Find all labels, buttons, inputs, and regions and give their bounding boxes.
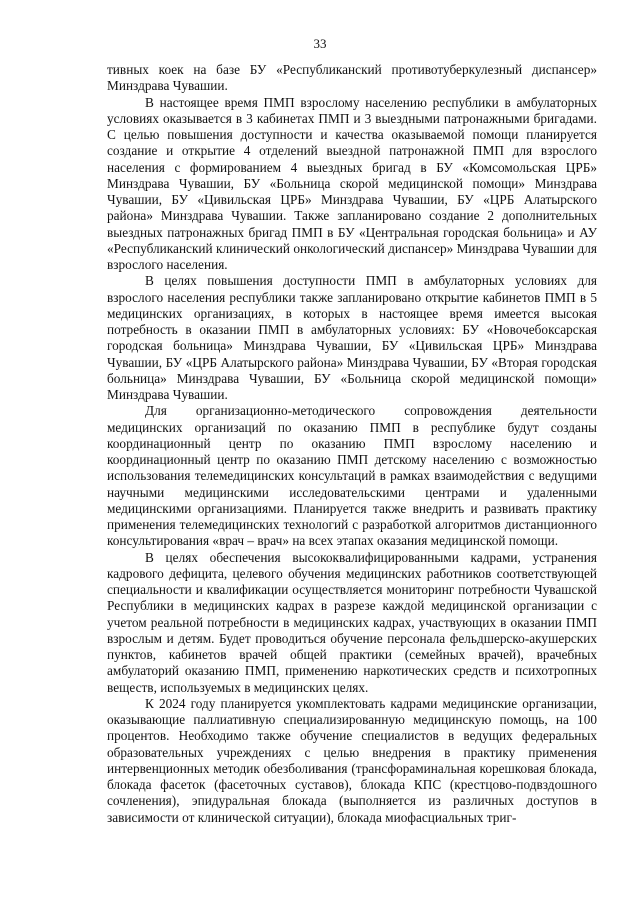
- paragraph: В целях повышения доступности ПМП в амбулаторных условиях для взрослого населения республики также запланировано открытие кабинетов ПМП в 5 медицинских организациях, в которых в настоящее время имеется высокая потребность в оказании ПМП в амбулаторных условиях: БУ «Новочебоксарская городская больница» Минздрава Чувашии, БУ «Цивильская ЦРБ» Минздрава Чувашии, БУ «ЦРБ Алатырского района» Минздрава Чувашии, БУ «Вторая городская больница» Минздрава Чувашии, БУ «Больница скорой медицинской помощи» Минздрава Чувашии.: [107, 273, 597, 402]
- paragraph: К 2024 году планируется укомплектовать кадрами медицинские организации, оказывающие паллиативную специализированную медицинскую помощь, на 100 процентов. Необходимо также обучение специалистов в ведущих федеральных образовательных учреждениях с целью внедрения в практику применения интервенционных методик обезболивания (трансфораминальная корешковая блокада, блокада фасеток (фасеточных суставов), блокада КПС (крестцово-подвздошного сочленения), эпидуральная блокада (выполняется из различных доступов в зависимости от клинической ситуации), блокада миофасциальных триг-: [107, 695, 597, 825]
- paragraph: Для организационно-методического сопровождения деятельности медицинских организаций по оказанию ПМП в республике будут созданы координационный центр по оказанию ПМП взрослому населению и координационный центр по оказанию ПМП детскому населению с возможностью использования телемедицинских консультаций в рамках взаимодействия с ведущими научными медицинскими исследовательскими центрами и удаленными медицинскими организациями. Планируется также внедрить и развивать практику применения телемедицинских технологий с разработкой алгоритмов дистанционного консультирования «врач – врач» на всех этапах оказания медицинской помощи.: [107, 403, 597, 549]
- document-body: [107, 62, 597, 826]
- paragraph: В настоящее время ПМП взрослому населению республики в амбулаторных условиях оказывается в 3 кабинетах ПМП и 3 выездными патронажными бригадами. С целью повышения доступности и качества оказываемой помощи планируется создание и открытие 4 отделений выездной патронажной ПМП для взрослого населения с формированием 4 выездных бригад в БУ «Комсомольская ЦРБ» Минздрава Чувашии, БУ «Больница скорой медицинской помощи» Минздрава Чувашии, БУ «Цивильская ЦРБ» Минздрава Чувашии, БУ «ЦРБ Алатырского района» Минздрава Чувашии. Также запланировано создание 2 дополнительных выездных патронажных бригад ПМП в БУ «Центральная городская больница» и АУ «Республиканский клинический онкологический диспансер» Минздрава Чувашии для взрослого населения.: [107, 94, 597, 272]
- paragraph: В целях обеспечения высококвалифицированными кадрами, устранения кадрового дефицита, целевого обучения медицинских работников соответствующей специальности и квалификации осуществляется мониторинг потребности Чувашской Республики в медицинских кадрах в разрезе каждой медицинской организации с учетом реальной потребности в медицинских кадрах, участвующих в оказании ПМП взрослым и детям. Будет проводиться обучение персонала фельдшерско-акушерских пунктов, кабинетов врачей общей практики (семейных врачей), врачебных амбулаторий оказанию ПМП, применению наркотических средств и психотропных веществ, используемых в медицинских целях.: [107, 549, 597, 695]
- page-number: 33: [313, 36, 327, 51]
- paragraph-continuation: тивных коек на базе БУ «Республиканский противотуберкулезный диспансер» Минздрава Чувашии.: [107, 62, 597, 94]
